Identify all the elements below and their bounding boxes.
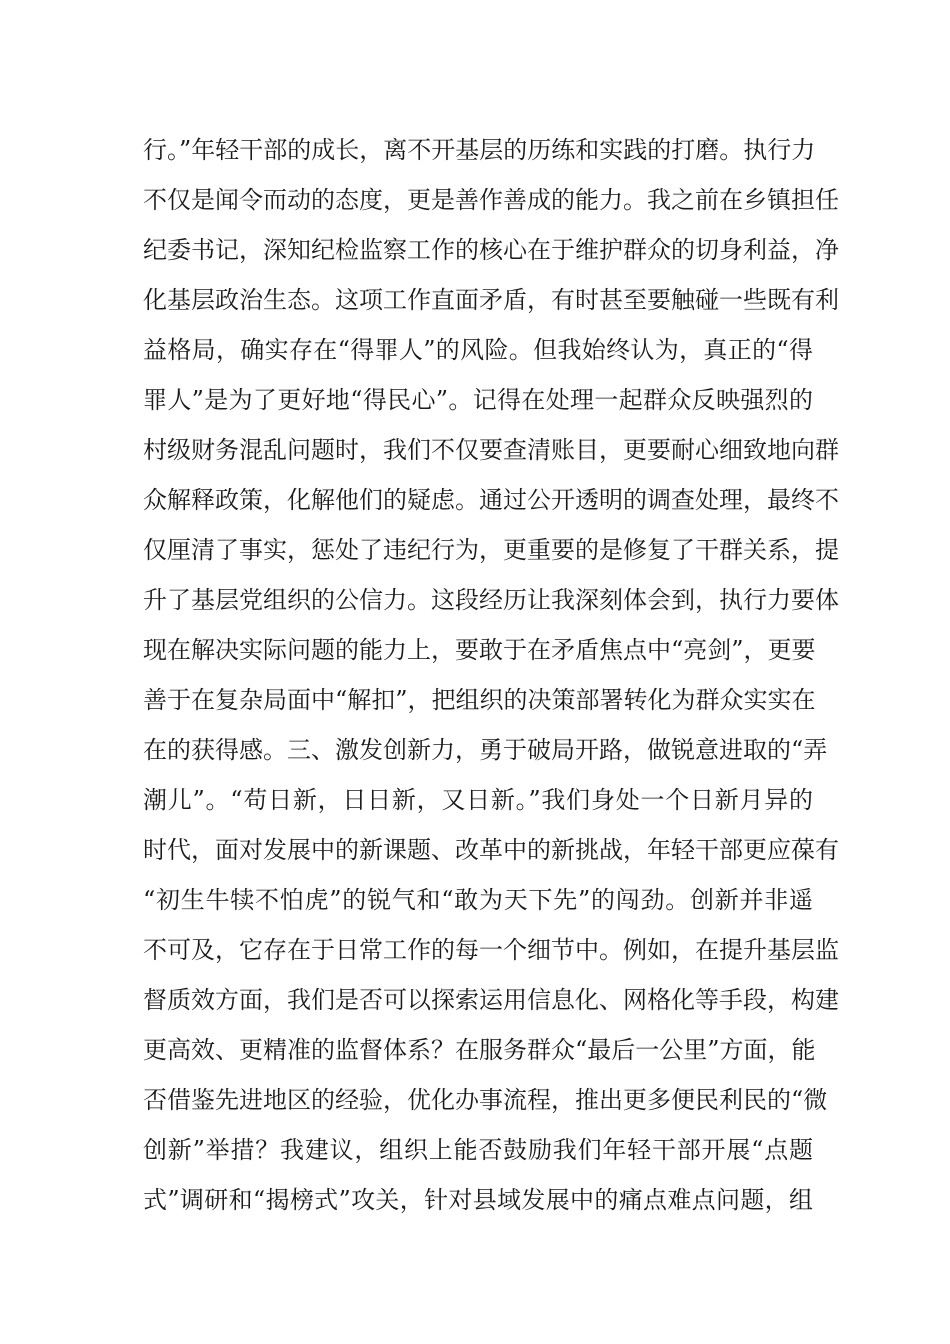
text-line: 村级财务混乱问题时，我们不仅要查清账目，更要耐心细致地向群 bbox=[143, 436, 839, 464]
text-line: 行。”年轻干部的成长，离不开基层的历练和实践的打磨。执行力 bbox=[143, 136, 816, 164]
text-line: 善于在复杂局面中“解扣”，把组织的决策部署转化为群众实实在 bbox=[143, 686, 816, 714]
text-line: 不仅是闻令而动的态度，更是善作善成的能力。我之前在乡镇担任 bbox=[143, 186, 839, 214]
text-line: 益格局，确实存在“得罪人”的风险。但我始终认为，真正的“得 bbox=[143, 336, 813, 364]
text-line: 化基层政治生态。这项工作直面矛盾，有时甚至要触碰一些既有利 bbox=[143, 286, 839, 314]
text-line: 升了基层党组织的公信力。这段经历让我深刻体会到，执行力要体 bbox=[143, 586, 839, 614]
text-line: “初生牛犊不怕虎”的锐气和“敢为天下先”的闯劲。创新并非遥 bbox=[143, 886, 813, 914]
text-line: 不可及，它存在于日常工作的每一个细节中。例如，在提升基层监 bbox=[143, 936, 839, 964]
text-line: 督质效方面，我们是否可以探索运用信息化、网格化等手段，构建 bbox=[143, 986, 839, 1014]
text-line: 否借鉴先进地区的经验，优化办事流程，推出更多便民利民的“微 bbox=[143, 1086, 828, 1114]
text-line: 在的获得感。三、激发创新力，勇于破局开路，做锐意进取的“弄 bbox=[143, 736, 828, 764]
text-line: 时代，面对发展中的新课题、改革中的新挑战，年轻干部更应葆有 bbox=[143, 836, 839, 864]
text-line: 众解释政策，化解他们的疑虑。通过公开透明的调查处理，最终不 bbox=[143, 486, 839, 514]
text-line: 罪人”是为了更好地“得民心”。记得在处理一起群众反映强烈的 bbox=[143, 386, 813, 414]
body-text bbox=[143, 125, 839, 1225]
text-line: 仅厘清了事实，惩处了违纪行为，更重要的是修复了干群关系，提 bbox=[143, 536, 839, 564]
text-line: 纪委书记，深知纪检监察工作的核心在于维护群众的切身利益，净 bbox=[143, 236, 839, 264]
text-line: 现在解决实际问题的能力上，要敢于在矛盾焦点中“亮剑”，更要 bbox=[143, 636, 816, 664]
text-line: 更高效、更精准的监督体系？在服务群众“最后一公里”方面，能 bbox=[143, 1036, 816, 1064]
text-line: 创新”举措？我建议，组织上能否鼓励我们年轻干部开展“点题 bbox=[143, 1136, 813, 1164]
text-line: 潮儿”。“苟日新，日日新，又日新。”我们身处一个日新月异的 bbox=[143, 786, 813, 814]
text-line: 式”调研和“揭榜式”攻关，针对县域发展中的痛点难点问题，组 bbox=[143, 1186, 813, 1214]
